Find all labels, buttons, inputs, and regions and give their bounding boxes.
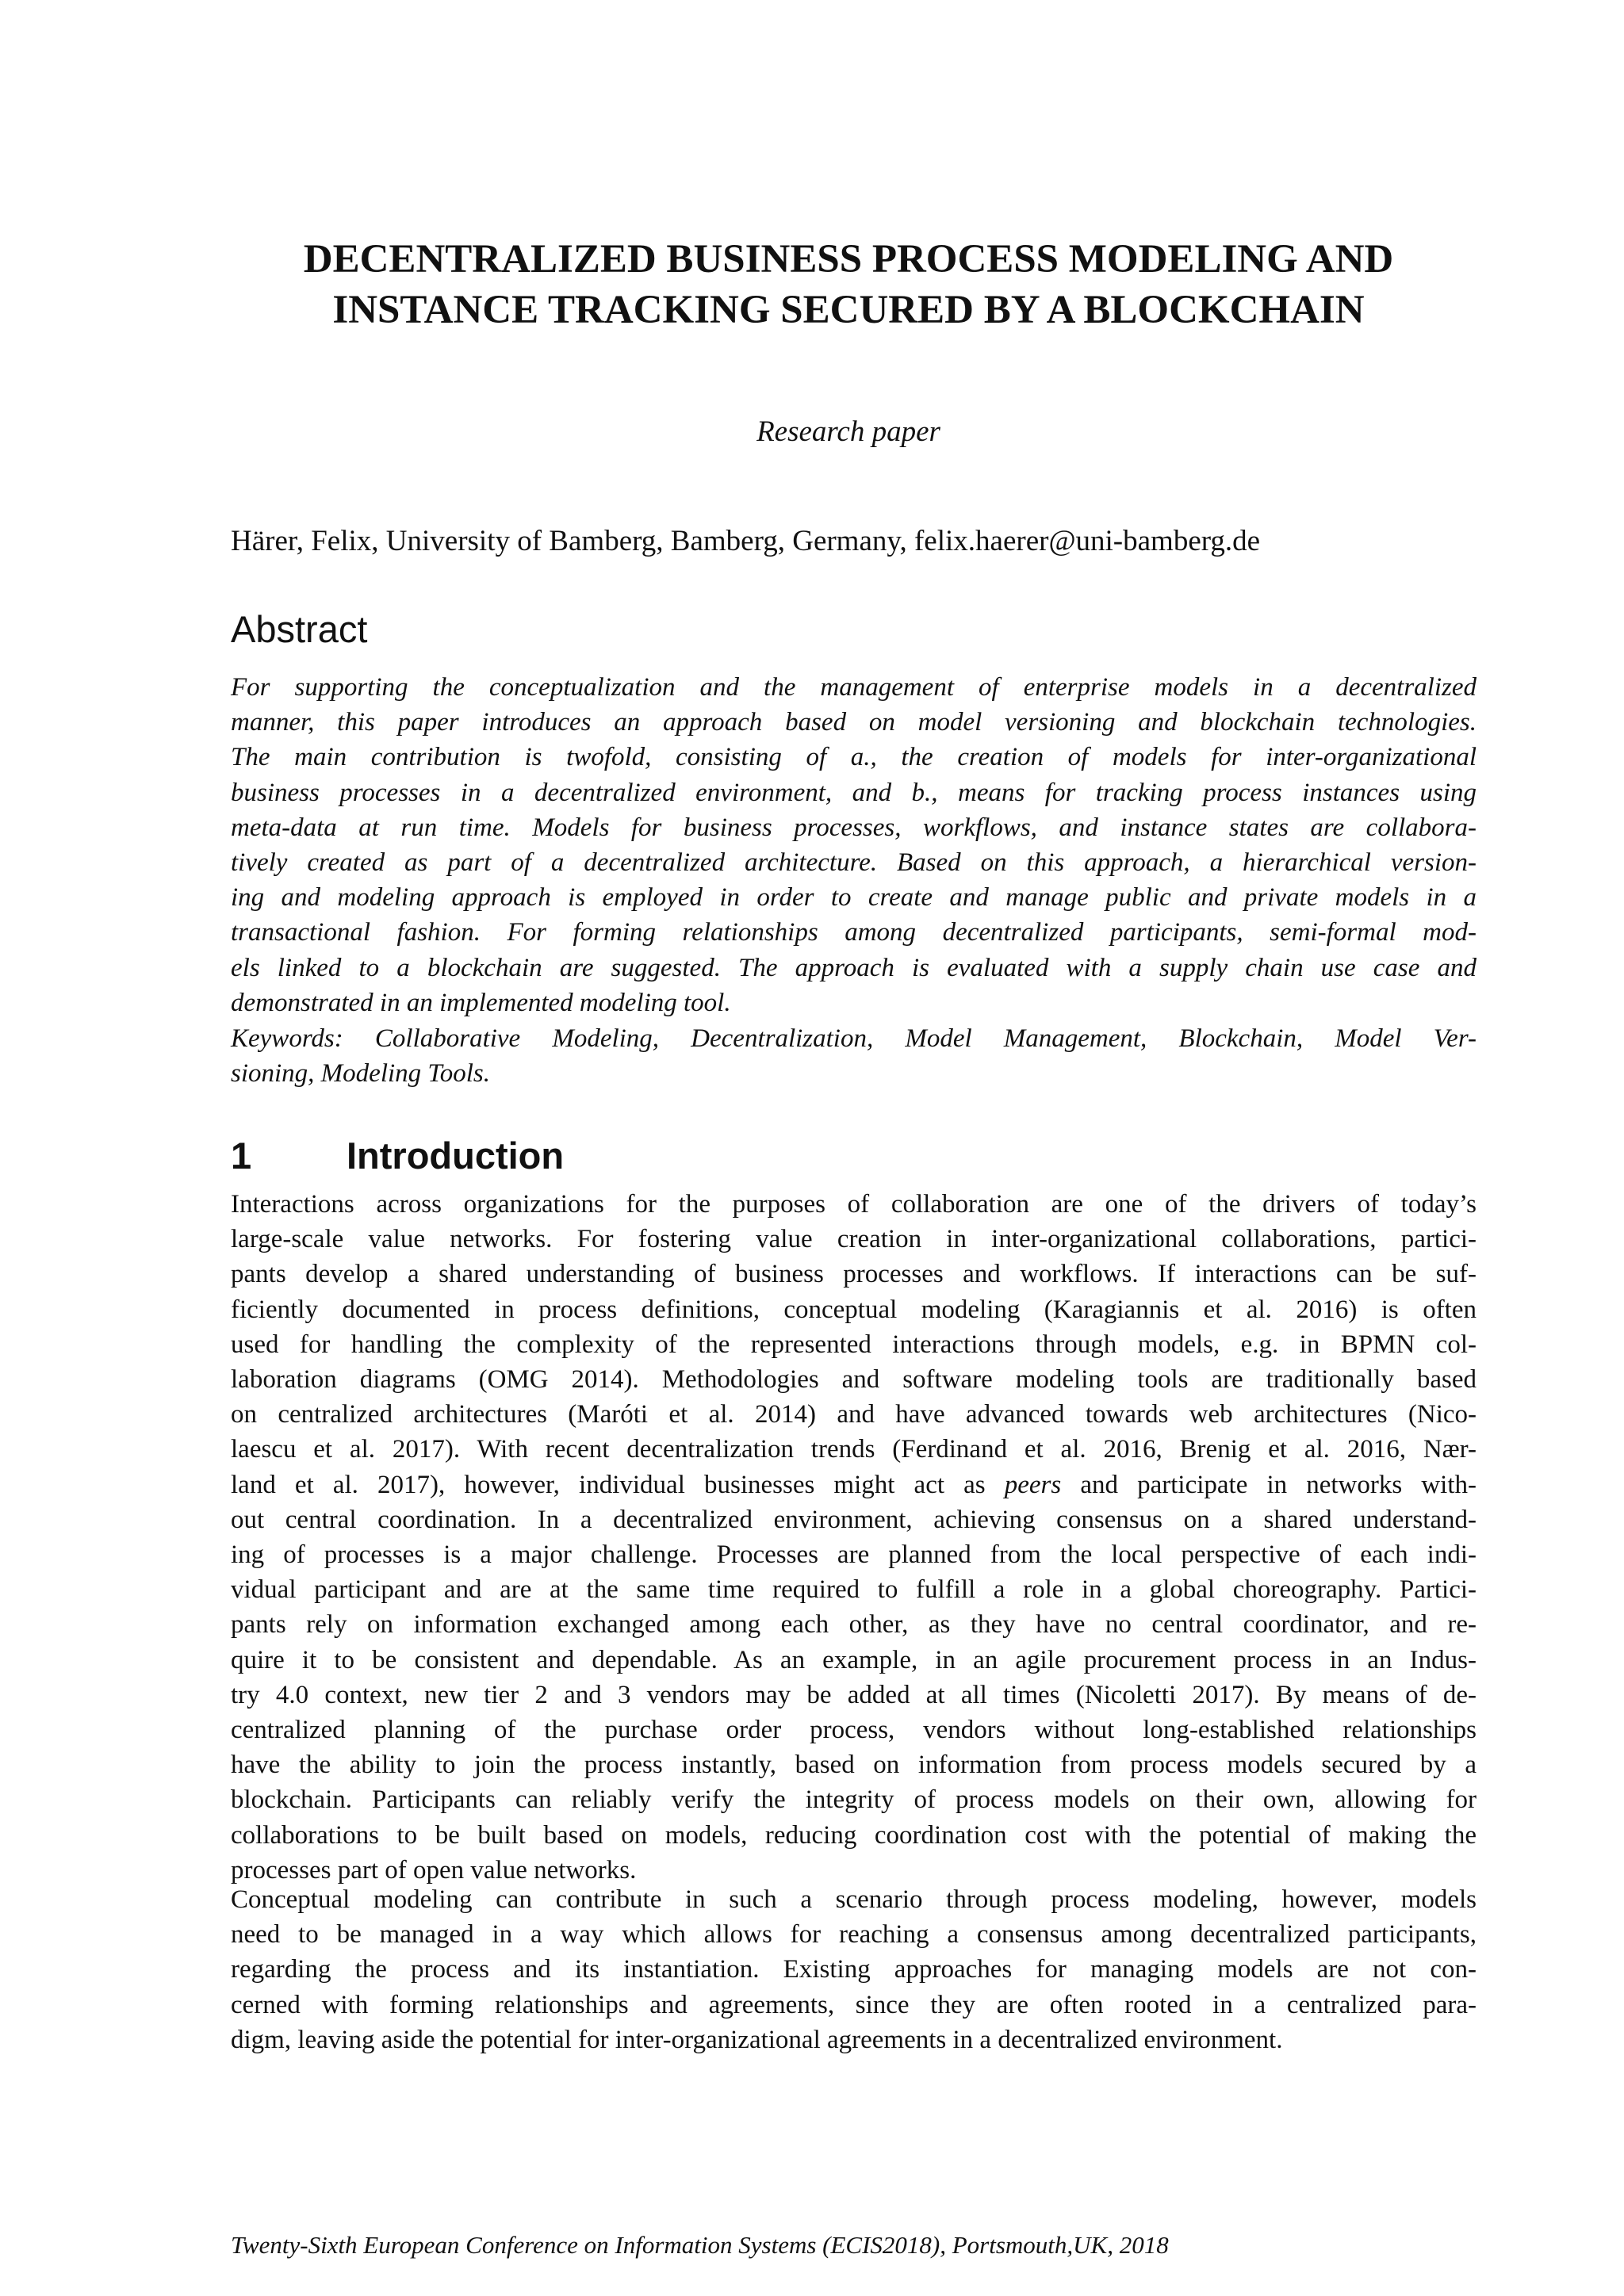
abstract-line: meta-data at run time. Models for business processes, workflows, and instance states are collabora-	[231, 813, 1477, 842]
peers-term: peers	[1004, 1470, 1062, 1499]
paragraph-line: Interactions across organizations for the purposes of collaboration are one of the drivers of today’s	[231, 1190, 1477, 1219]
paragraph-line: laescu et al. 2017). With recent decentralization trends (Ferdinand et al. 2016, Brenig et al. 2016, Nær-	[231, 1435, 1477, 1464]
paper-title	[182, 234, 1515, 335]
paragraph-line: quire it to be consistent and dependable. As an example, in an agile procurement process in an Indus-	[231, 1645, 1477, 1674]
paragraph-line: try 4.0 context, new tier 2 and 3 vendors may be added at all times (Nicoletti 2017). By means of de-	[231, 1680, 1477, 1709]
paragraph-line: pants rely on information exchanged among each other, as they have no central coordinator, and re-	[231, 1610, 1477, 1640]
keywords-line: sioning, Modeling Tools.	[231, 1059, 490, 1089]
paragraph-line: digm, leaving aside the potential for inter-organizational agreements in a decentralized environment.	[231, 2025, 1283, 2054]
paragraph-line: used for handling the complexity of the represented interactions through models, e.g. in BPMN col-	[231, 1330, 1477, 1359]
paragraph-line: need to be managed in a way which allows for reaching a consensus among decentralized participants,	[231, 1920, 1477, 1950]
paragraph-line: large-scale value networks. For fostering value creation in inter-organizational collaborations, partici-	[231, 1225, 1477, 1254]
abstract-line: business processes in a decentralized environment, and b., means for tracking process instances using	[231, 778, 1477, 807]
paragraph-line: collaborations to be built based on models, reducing coordination cost with the potential of making the	[231, 1820, 1477, 1850]
paragraph-line: have the ability to join the process instantly, based on information from process models secured by a	[231, 1751, 1477, 1780]
introduction-paragraph-2	[231, 1882, 1477, 2057]
paragraph-line: out central coordination. In a decentralized environment, achieving consensus on a shared understand-	[231, 1505, 1477, 1534]
line-tail: and participate in networks with-	[1061, 1470, 1477, 1499]
paragraph-line: Conceptual modeling can contribute in such a scenario through process modeling, however, models	[231, 1885, 1477, 1914]
paragraph-line-with-peers	[231, 1468, 1477, 1502]
abstract-text	[231, 670, 1477, 1020]
paragraph-line: processes part of open value networks.	[231, 1855, 637, 1885]
abstract-line: demonstrated in an implemented modeling tool.	[231, 988, 731, 1017]
title-line: INSTANCE TRACKING SECURED BY A BLOCKCHAIN	[332, 288, 1365, 332]
title-line: DECENTRALIZED BUSINESS PROCESS MODELING AND	[303, 237, 1394, 281]
abstract-line: The main contribution is twofold, consisting of a., the creation of models for inter-organizational	[231, 743, 1477, 772]
paragraph-line: laboration diagrams (OMG 2014). Methodologies and software modeling tools are traditionally based	[231, 1365, 1477, 1395]
abstract-heading: Abstract	[231, 608, 368, 650]
paragraph-line: centralized planning of the purchase order process, vendors without long-established relationships	[231, 1716, 1477, 1745]
paragraph-line: vidual participant and are at the same time required to fulfill a role in a global choreography. Partici-	[231, 1575, 1477, 1605]
keywords	[231, 1021, 1477, 1091]
paragraph-line: on centralized architectures (Maróti et al. 2014) and have advanced towards web architectures (Nico-	[231, 1400, 1477, 1429]
paragraph-line: blockchain. Participants can reliably verify the integrity of process models on their own, allowing for	[231, 1785, 1477, 1815]
abstract-line: ing and modeling approach is employed in order to create and manage public and private models in a	[231, 883, 1477, 913]
section-title: Introduction	[347, 1135, 565, 1177]
paragraph-line: regarding the process and its instantiation. Existing approaches for managing models are not con-	[231, 1955, 1477, 1984]
paragraph-line: ing of processes is a major challenge. Processes are planned from the local perspective of each indi-	[231, 1540, 1477, 1570]
abstract-line: els linked to a blockchain are suggested. The approach is evaluated with a supply chain use case and	[231, 953, 1477, 982]
abstract-line: tively created as part of a decentralized architecture. Based on this approach, a hierarchical version-	[231, 848, 1477, 878]
abstract-line: transactional fashion. For forming relationships among decentralized participants, semi-formal mod-	[231, 918, 1477, 947]
section-number: 1	[231, 1135, 252, 1177]
page-footer: Twenty-Sixth European Conference on Information Systems (ECIS2018), Portsmouth,UK, 2018	[231, 2231, 1169, 2259]
author-line: Härer, Felix, University of Bamberg, Bamberg, Germany, felix.haerer@uni-bamberg.de	[231, 525, 1261, 557]
introduction-paragraph-1	[231, 1187, 1477, 1888]
introduction-heading	[231, 1134, 564, 1178]
line-head: land et al. 2017), however, individual businesses might act as	[231, 1470, 1005, 1499]
paper-type: Research paper	[756, 415, 940, 448]
paragraph-line: cerned with forming relationships and agreements, since they are often rooted in a centralized para-	[231, 1990, 1477, 2019]
paragraph-line: ficiently documented in process definitions, conceptual modeling (Karagiannis et al. 2016) is often	[231, 1295, 1477, 1324]
abstract-line: For supporting the conceptualization and the management of enterprise models in a decentralized	[231, 673, 1477, 702]
keywords-line: Keywords: Collaborative Modeling, Decentralization, Model Management, Blockchain, Model Ver-	[231, 1024, 1477, 1053]
paragraph-line: pants develop a shared understanding of business processes and workflows. If interactions can be suf-	[231, 1260, 1477, 1289]
abstract-line: manner, this paper introduces an approach based on model versioning and blockchain technologies.	[231, 708, 1477, 737]
